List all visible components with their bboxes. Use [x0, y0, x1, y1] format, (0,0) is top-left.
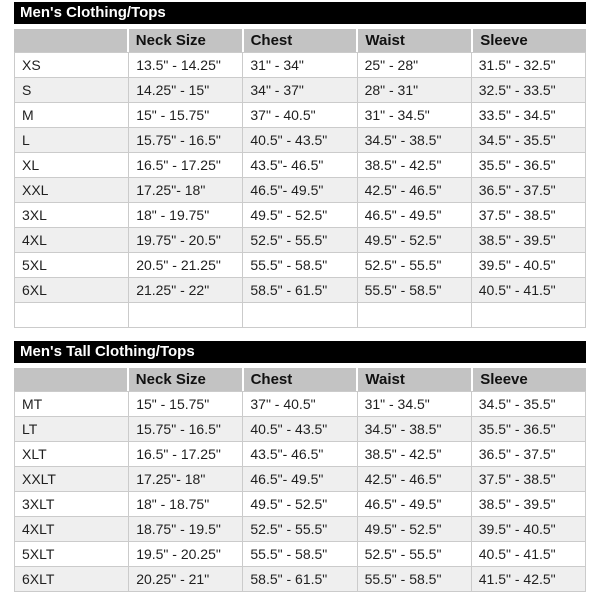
table-title-bar: Men's Clothing/Tops — [14, 2, 586, 24]
measurement-cell: 18" - 19.75" — [129, 203, 243, 228]
size-label-cell: S — [15, 78, 129, 103]
column-header-waist: Waist — [358, 368, 471, 391]
measurement-cell: 52.5" - 55.5" — [357, 542, 471, 567]
measurement-cell: 40.5" - 43.5" — [243, 128, 357, 153]
table-row — [15, 517, 586, 542]
column-header-neck-size: Neck Size — [129, 29, 242, 52]
measurement-cell: 39.5" - 40.5" — [471, 253, 585, 278]
size-label-cell: 4XL — [15, 228, 129, 253]
measurement-cell: 43.5"- 46.5" — [243, 442, 357, 467]
measurement-cell: 37.5" - 38.5" — [471, 203, 585, 228]
size-label-cell: XXL — [15, 178, 129, 203]
column-header-empty — [14, 368, 127, 391]
table-title-bar: Men's Tall Clothing/Tops — [14, 341, 586, 363]
table-row — [15, 303, 586, 328]
measurement-cell: 58.5" - 61.5" — [243, 278, 357, 303]
measurement-cell: 35.5" - 36.5" — [471, 153, 585, 178]
measurement-cell: 31" - 34.5" — [357, 103, 471, 128]
table-row — [15, 467, 586, 492]
measurement-cell — [357, 303, 471, 328]
measurement-cell: 52.5" - 55.5" — [243, 228, 357, 253]
measurement-cell: 19.5" - 20.25" — [129, 542, 243, 567]
measurement-cell: 43.5"- 46.5" — [243, 153, 357, 178]
size-label-cell: 3XLT — [15, 492, 129, 517]
size-label-cell: L — [15, 128, 129, 153]
table-row — [15, 253, 586, 278]
table-row — [15, 78, 586, 103]
measurement-cell: 17.25"- 18" — [129, 178, 243, 203]
table-row — [15, 228, 586, 253]
size-label-cell: 5XLT — [15, 542, 129, 567]
measurement-cell: 25" - 28" — [357, 53, 471, 78]
measurement-cell — [129, 303, 243, 328]
column-header-neck-size: Neck Size — [129, 368, 242, 391]
measurement-cell — [471, 303, 585, 328]
column-header-sleeve: Sleeve — [473, 29, 586, 52]
measurement-cell: 40.5" - 43.5" — [243, 417, 357, 442]
measurement-cell: 34.5" - 38.5" — [357, 417, 471, 442]
table-row — [15, 417, 586, 442]
size-label-cell: XXLT — [15, 467, 129, 492]
column-header-sleeve: Sleeve — [473, 368, 586, 391]
size-label-cell: XLT — [15, 442, 129, 467]
measurement-cell: 49.5" - 52.5" — [357, 228, 471, 253]
column-header-empty — [14, 29, 127, 52]
measurement-cell: 55.5" - 58.5" — [357, 278, 471, 303]
measurement-cell: 15" - 15.75" — [129, 392, 243, 417]
measurement-cell: 20.25" - 21" — [129, 567, 243, 592]
size-table — [14, 52, 586, 328]
measurement-cell: 38.5" - 39.5" — [471, 228, 585, 253]
measurement-cell: 38.5" - 42.5" — [357, 442, 471, 467]
measurement-cell: 41.5" - 42.5" — [471, 567, 585, 592]
column-header-row — [14, 29, 586, 52]
measurement-cell: 46.5"- 49.5" — [243, 178, 357, 203]
measurement-cell: 36.5" - 37.5" — [471, 442, 585, 467]
measurement-cell: 31" - 34" — [243, 53, 357, 78]
measurement-cell: 15" - 15.75" — [129, 103, 243, 128]
measurement-cell: 38.5" - 42.5" — [357, 153, 471, 178]
size-label-cell: LT — [15, 417, 129, 442]
measurement-cell: 46.5"- 49.5" — [243, 467, 357, 492]
table-row — [15, 128, 586, 153]
measurement-cell: 34.5" - 35.5" — [471, 392, 585, 417]
measurement-cell: 32.5" - 33.5" — [471, 78, 585, 103]
measurement-cell: 15.75" - 16.5" — [129, 417, 243, 442]
table-row — [15, 178, 586, 203]
size-table-section-mens — [14, 2, 586, 328]
measurement-cell: 31" - 34.5" — [357, 392, 471, 417]
measurement-cell: 21.25" - 22" — [129, 278, 243, 303]
measurement-cell: 16.5" - 17.25" — [129, 153, 243, 178]
table-row — [15, 567, 586, 592]
measurement-cell: 37" - 40.5" — [243, 103, 357, 128]
measurement-cell: 33.5" - 34.5" — [471, 103, 585, 128]
table-row — [15, 103, 586, 128]
measurement-cell: 58.5" - 61.5" — [243, 567, 357, 592]
table-row — [15, 442, 586, 467]
measurement-cell: 16.5" - 17.25" — [129, 442, 243, 467]
measurement-cell: 31.5" - 32.5" — [471, 53, 585, 78]
measurement-cell: 55.5" - 58.5" — [243, 253, 357, 278]
measurement-cell: 42.5" - 46.5" — [357, 178, 471, 203]
measurement-cell: 35.5" - 36.5" — [471, 417, 585, 442]
measurement-cell: 49.5" - 52.5" — [243, 492, 357, 517]
measurement-cell: 37.5" - 38.5" — [471, 467, 585, 492]
measurement-cell: 46.5" - 49.5" — [357, 203, 471, 228]
measurement-cell: 34.5" - 35.5" — [471, 128, 585, 153]
measurement-cell: 49.5" - 52.5" — [243, 203, 357, 228]
measurement-cell: 34.5" - 38.5" — [357, 128, 471, 153]
measurement-cell: 15.75" - 16.5" — [129, 128, 243, 153]
measurement-cell: 39.5" - 40.5" — [471, 517, 585, 542]
size-table-body — [15, 53, 586, 328]
size-label-cell: XL — [15, 153, 129, 178]
measurement-cell: 40.5" - 41.5" — [471, 278, 585, 303]
measurement-cell: 46.5" - 49.5" — [357, 492, 471, 517]
measurement-cell: 17.25"- 18" — [129, 467, 243, 492]
column-header-chest: Chest — [244, 29, 357, 52]
size-label-cell: XS — [15, 53, 129, 78]
measurement-cell: 13.5" - 14.25" — [129, 53, 243, 78]
measurement-cell: 37" - 40.5" — [243, 392, 357, 417]
column-header-row — [14, 368, 586, 391]
measurement-cell: 52.5" - 55.5" — [243, 517, 357, 542]
size-label-cell: 6XLT — [15, 567, 129, 592]
size-table-section-mens-tall — [14, 341, 586, 592]
table-row — [15, 53, 586, 78]
table-row — [15, 203, 586, 228]
measurement-cell: 40.5" - 41.5" — [471, 542, 585, 567]
column-header-waist: Waist — [358, 29, 471, 52]
size-label-cell — [15, 303, 129, 328]
measurement-cell: 52.5" - 55.5" — [357, 253, 471, 278]
column-header-chest: Chest — [244, 368, 357, 391]
size-label-cell: M — [15, 103, 129, 128]
table-row — [15, 392, 586, 417]
measurement-cell: 20.5" - 21.25" — [129, 253, 243, 278]
size-table — [14, 391, 586, 592]
measurement-cell: 19.75" - 20.5" — [129, 228, 243, 253]
size-label-cell: 6XL — [15, 278, 129, 303]
measurement-cell: 34" - 37" — [243, 78, 357, 103]
table-row — [15, 153, 586, 178]
measurement-cell: 14.25" - 15" — [129, 78, 243, 103]
measurement-cell — [243, 303, 357, 328]
size-label-cell: 4XLT — [15, 517, 129, 542]
measurement-cell: 36.5" - 37.5" — [471, 178, 585, 203]
measurement-cell: 18" - 18.75" — [129, 492, 243, 517]
table-row — [15, 278, 586, 303]
size-label-cell: MT — [15, 392, 129, 417]
measurement-cell: 42.5" - 46.5" — [357, 467, 471, 492]
table-row — [15, 542, 586, 567]
size-table-body — [15, 392, 586, 592]
measurement-cell: 28" - 31" — [357, 78, 471, 103]
size-label-cell: 3XL — [15, 203, 129, 228]
measurement-cell: 18.75" - 19.5" — [129, 517, 243, 542]
measurement-cell: 55.5" - 58.5" — [357, 567, 471, 592]
measurement-cell: 55.5" - 58.5" — [243, 542, 357, 567]
measurement-cell: 38.5" - 39.5" — [471, 492, 585, 517]
size-label-cell: 5XL — [15, 253, 129, 278]
table-row — [15, 492, 586, 517]
measurement-cell: 49.5" - 52.5" — [357, 517, 471, 542]
